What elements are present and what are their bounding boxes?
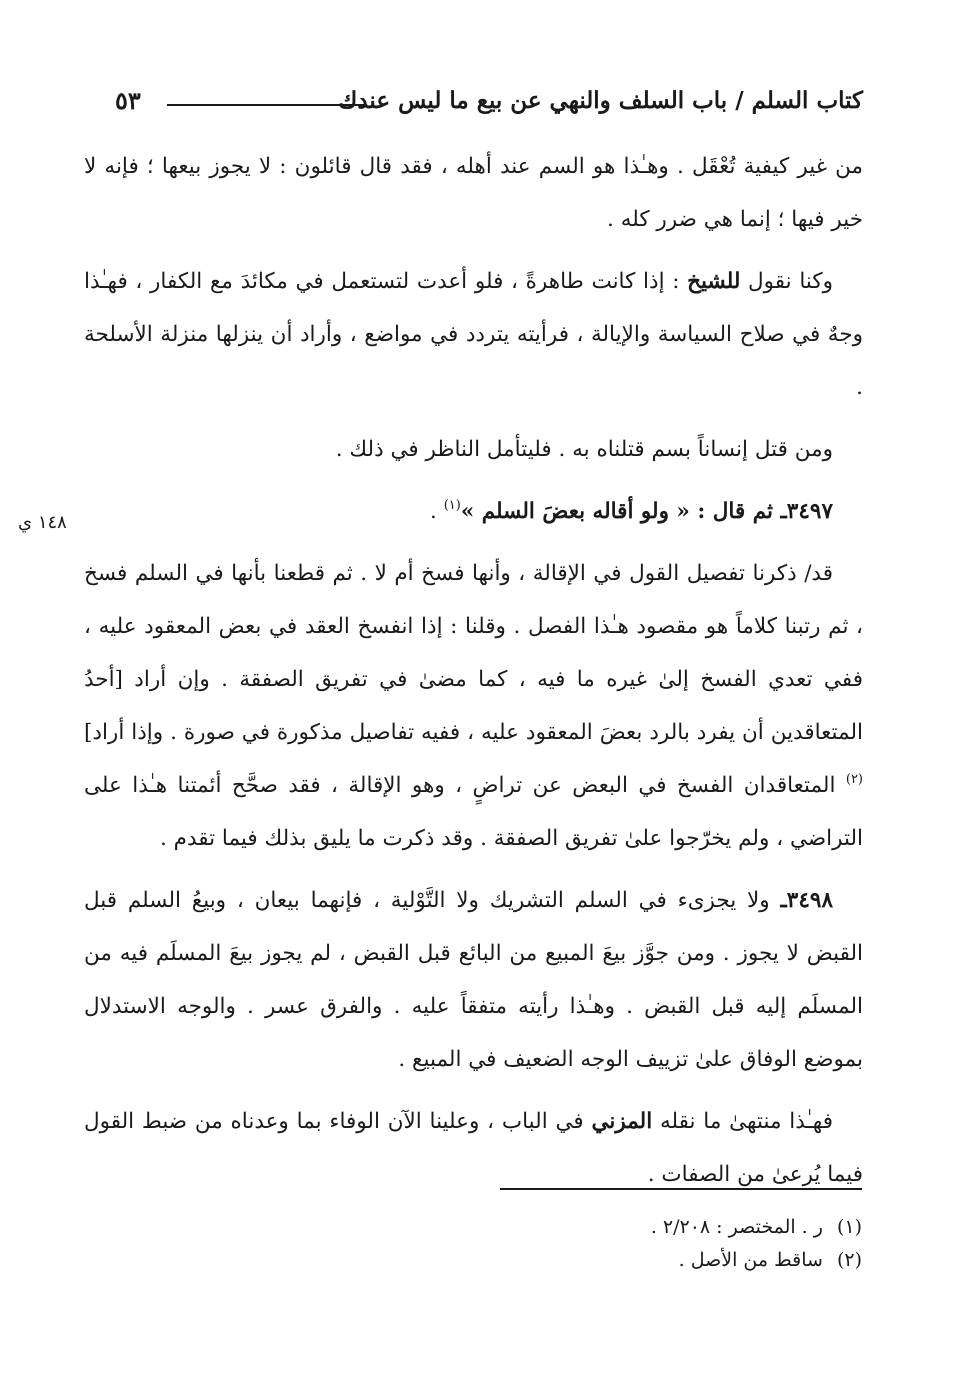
footnote-ref-1: (١)	[443, 498, 461, 513]
name-highlight: المزني	[591, 1109, 653, 1134]
issue-3497	[84, 485, 863, 538]
paragraph-2	[84, 255, 863, 414]
issue-3498	[84, 874, 863, 1086]
paragraph-text: ولا يجزىء في السلم التشريك ولا التَّوْلية ، فإنهما بيعان ، وبيعُ السلم قبل القبض لا يجوز . ومن جوَّز بيعَ المبيع من البائع قبل القبض ، لم يجوز بيعَ المسلَم فيه من المسلَم إليه قبل القبض . وهـٰذا رأيته متفقاً عليه . والفرق عسر . والوجه الاستدلال بموضع الوفاق علىٰ تزييف الوجه الضعيف في المبيع .	[84, 888, 863, 1072]
margin-folio-note: ١٤٨ ي	[18, 512, 67, 533]
footnote-text: ر . المختصر : ٢/٢٠٨ .	[650, 1216, 823, 1238]
issue-number: ٣٤٩٨ـ	[780, 888, 833, 913]
footnote-text: ساقط من الأصل .	[678, 1249, 823, 1271]
paragraph-text: المتعاقدان الفسخ في البعض عن تراضٍ ، وهو الإقالة ، فقد صحَّح أئمتنا هـٰذا على التراضي ، ولم يخرّجوا علىٰ تفريق الصفقة . وقد ذكرت ما يليق بذلك فيما تقدم .	[84, 773, 863, 851]
footnote-rule	[500, 1188, 862, 1190]
footnote-number: (٢)	[836, 1249, 862, 1271]
paragraph-text: فهـٰذا منتهىٰ ما نقله	[652, 1109, 833, 1134]
paragraph-text: قد/ ذكرنا تفصيل القول في الإقالة ، وأنها فسخ أم لا . ثم قطعنا بأنها في السلم فسخ ، ثم رتبنا كلاماً هو مقصود هـٰذا الفصل . وقلنا : إذا انفسخ العقد في بعض المعقود عليه ، ففي تعدي الفسخ إلىٰ غيره ما فيه ، كما مضىٰ في تفريق الصفقة . وإن أراد [أحدُ المتعاقدين أن يفرد بالرد بعضَ المعقود عليه ، ففيه تفاصيل مذكورة في صورة . وإذا أراد]	[84, 561, 863, 745]
footnotes	[500, 1211, 862, 1277]
footnote-number: (١)	[836, 1216, 862, 1238]
paragraph-text: في الباب ، وعلينا الآن الوفاء بما وعدناه من ضبط القول فيما يُرعىٰ من الصفات .	[84, 1109, 863, 1187]
paragraph-text: وكنا نقول	[740, 269, 833, 294]
paragraph-text: .	[430, 499, 444, 524]
issue-heading: ٣٤٩٧ـ ثم قال : « ولو أقاله بعضَ السلم »	[460, 499, 833, 524]
body-text	[84, 140, 863, 1210]
name-highlight: للشيخ	[687, 269, 741, 294]
paragraph-text: من غير كيفية تُعْقَل . وهـٰذا هو السم عند أهله ، فقد قال قائلون : لا يجوز بيعها ؛ فإنه لا خير فيها ؛ إنما هي ضرر كله .	[84, 154, 863, 232]
page-header	[115, 84, 863, 124]
paragraph-1	[84, 140, 863, 246]
running-title: كتاب السلم / باب السلف والنهي عن بيع ما ليس عندك	[338, 87, 863, 114]
header-rule	[167, 104, 367, 106]
paragraph-7	[84, 1095, 863, 1201]
footnote-2	[500, 1244, 862, 1277]
paragraph-5	[84, 547, 863, 865]
paragraph-3	[84, 423, 863, 476]
footnote-1	[500, 1211, 862, 1244]
paragraph-text: ومن قتل إنساناً بسم قتلناه به . فليتأمل الناظر في ذلك .	[335, 437, 833, 462]
paragraph-text: : إذا كانت طاهرةً ، فلو أعدت لتستعمل في مكائدَ مع الكفار ، فهـٰذا وجهٌ في صلاح السياسة والإيالة ، فرأيته يتردد في مواضع ، وأراد أن ينزلها منزلة الأسلحة .	[84, 269, 863, 400]
page-number: ٥٣	[115, 86, 141, 115]
footnote-ref-2: (٢)	[845, 772, 863, 787]
